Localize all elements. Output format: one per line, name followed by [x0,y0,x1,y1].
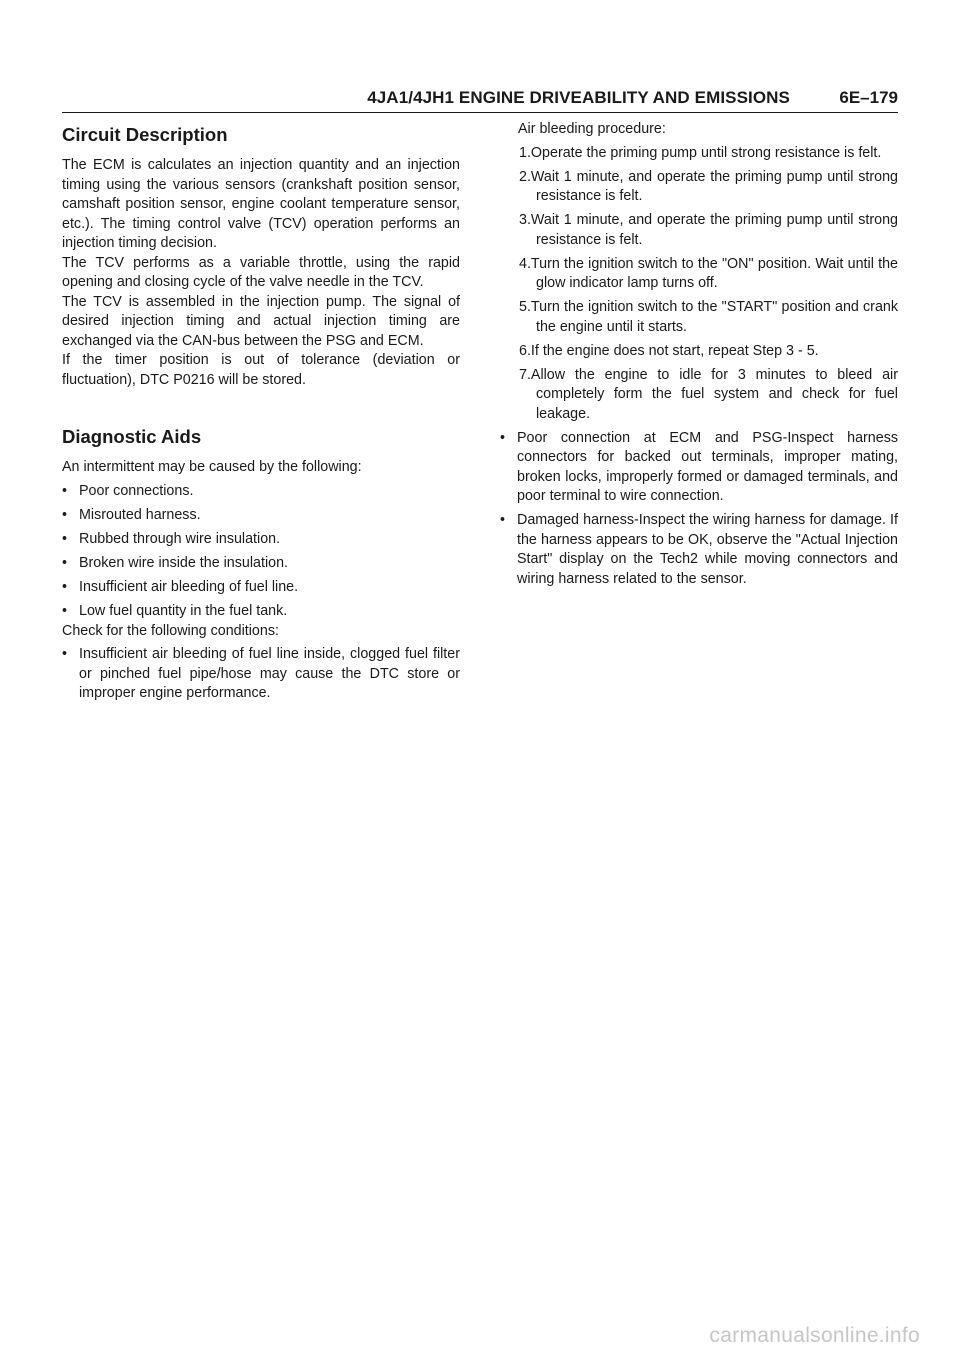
list-item [62,506,460,526]
list-item [62,645,460,704]
bullet-icon: • [62,530,68,547]
conditions-list [62,645,460,704]
list-item-text: Broken wire inside the insulation. [79,554,289,571]
list-item-text: Poor connections. [79,482,194,499]
list-item [62,602,460,622]
list-item [62,578,460,598]
procedure-step: 7.Allow the engine to idle for 3 minutes to bleed air completely form the fuel system and check for fuel leakage. [519,366,898,422]
list-item [500,511,898,589]
list-item-text: Poor connection at ECM and PSG-Inspect harness connectors for backed out terminals, improper mating, broken locks, improperly formed or damaged terminals, and poor terminal to wire connection. [517,429,898,504]
list-item [500,429,898,507]
air-bleeding-steps [500,144,898,425]
list-item-text: Misrouted harness. [79,506,201,523]
intermittent-causes-list [62,482,460,622]
page-header-title: 4JA1/4JH1 ENGINE DRIVEABILITY AND EMISSIONS [367,88,790,107]
procedure-step: 1.Operate the priming pump until strong resistance is felt. [519,144,882,161]
circuit-description-paragraph: If the timer position is out of tolerance (deviation or fluctuation), DTC P0216 will be stored. [62,352,460,388]
list-item-text: Insufficient air bleeding of fuel line inside, clogged fuel filter or pinched fuel pipe/hose may cause the DTC store or improper engine performance. [79,646,460,701]
list-item [62,554,460,574]
bullet-icon: • [62,482,68,499]
watermark: carmanualsonline.info [709,1324,920,1347]
right-column [500,120,898,594]
procedure-step: 5.Turn the ignition switch to the "START" position and crank the engine until it starts. [519,299,898,335]
bullet-icon: • [500,429,506,446]
procedure-step: 3.Wait 1 minute, and operate the priming pump until strong resistance is felt. [519,212,898,248]
bullet-icon: • [62,602,68,619]
list-item-text: Low fuel quantity in the fuel tank. [79,602,288,619]
circuit-description-paragraph: The ECM is calculates an injection quantity and an injection timing using the various sensors (crankshaft position sensor, camshaft position sensor, engine coolant temperature sensor, etc.). The timing control valve (TCV) operation performs an injection timing decision. [62,157,460,251]
procedure-step: 4.Turn the ignition switch to the "ON" position. Wait until the glow indicator lamp turns off. [519,255,898,291]
bullet-icon: • [62,554,68,571]
diagnostic-aids-section [62,426,460,704]
list-item-text: Insufficient air bleeding of fuel line. [79,578,299,595]
procedure-step: 6.If the engine does not start, repeat Step 3 - 5. [519,342,819,359]
circuit-description-section [62,124,460,390]
diagnostic-aids-heading: Diagnostic Aids [62,426,202,447]
circuit-description-heading: Circuit Description [62,124,228,145]
bullet-icon: • [62,646,68,662]
bullet-icon: • [500,512,506,528]
connection-conditions-list [500,429,898,590]
list-item [62,482,460,502]
list-item-text: Rubbed through wire insulation. [79,530,281,547]
diagnostic-aids-intro: An intermittent may be caused by the following: [62,459,362,475]
air-bleeding-title: Air bleeding procedure: [518,121,666,137]
list-item-text: Damaged harness-Inspect the wiring harness for damage. If the harness appears to be OK, observe the "Actual Injection Start" display on the Tech2 while moving connectors and wiring harness related to the sensor. [517,512,898,587]
page-number: 6E–179 [839,88,898,107]
bullet-icon: • [62,506,68,523]
page-header [62,86,898,113]
circuit-description-paragraph: The TCV performs as a variable throttle, using the rapid opening and closing cycle of the valve needle in the TCV. [62,254,460,290]
bullet-icon: • [62,578,68,595]
procedure-step: 2.Wait 1 minute, and operate the priming pump until strong resistance is felt. [519,168,898,204]
left-column [62,120,460,708]
circuit-description-paragraph: The TCV is assembled in the injection pump. The signal of desired injection timing and actual injection timing are exchanged via the CAN-bus between the PSG and ECM. [62,293,460,349]
check-conditions-intro: Check for the following conditions: [62,622,279,639]
list-item [62,530,460,550]
